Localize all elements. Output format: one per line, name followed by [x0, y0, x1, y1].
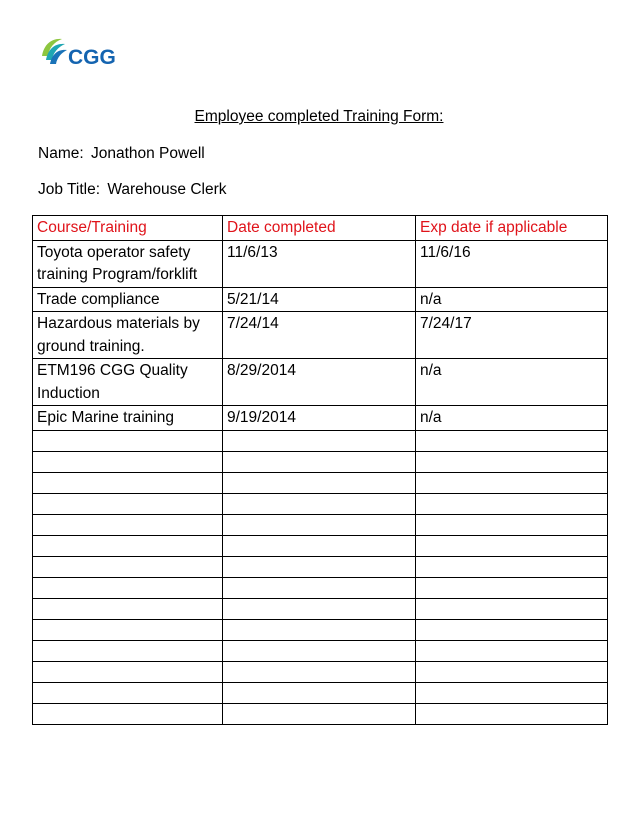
- job-title-value: Warehouse Clerk: [107, 181, 227, 198]
- empty-table-row: [33, 619, 608, 640]
- name-label: Name:: [38, 145, 84, 162]
- table-header-row: [33, 216, 608, 241]
- empty-cell: [223, 577, 416, 598]
- empty-cell: [223, 703, 416, 724]
- date-completed-cell: 8/29/2014: [223, 359, 416, 406]
- empty-cell: [223, 556, 416, 577]
- empty-cell: [416, 682, 608, 703]
- empty-cell: [223, 661, 416, 682]
- empty-table-row: [33, 514, 608, 535]
- empty-cell: [416, 472, 608, 493]
- empty-cell: [33, 598, 223, 619]
- course-cell: Trade compliance: [33, 287, 223, 312]
- training-table: [32, 215, 608, 725]
- exp-date-cell: 7/24/17: [416, 312, 608, 359]
- empty-cell: [33, 556, 223, 577]
- header-date-completed: Date completed: [223, 216, 416, 241]
- empty-cell: [33, 472, 223, 493]
- job-title-line: [38, 181, 227, 199]
- empty-table-row: [33, 661, 608, 682]
- empty-cell: [33, 703, 223, 724]
- job-title-label: Job Title:: [38, 181, 101, 198]
- empty-cell: [223, 619, 416, 640]
- course-cell: Toyota operator safety training Program/forklift: [33, 240, 223, 287]
- empty-cell: [416, 430, 608, 451]
- empty-cell: [33, 493, 223, 514]
- empty-cell: [416, 535, 608, 556]
- empty-cell: [223, 472, 416, 493]
- empty-cell: [33, 661, 223, 682]
- empty-cell: [33, 640, 223, 661]
- date-completed-cell: 5/21/14: [223, 287, 416, 312]
- empty-table-row: [33, 451, 608, 472]
- empty-cell: [223, 682, 416, 703]
- exp-date-cell: n/a: [416, 359, 608, 406]
- date-completed-cell: 7/24/14: [223, 312, 416, 359]
- empty-cell: [33, 577, 223, 598]
- empty-cell: [223, 598, 416, 619]
- empty-cell: [33, 682, 223, 703]
- logo-wordmark: CGG: [68, 46, 116, 69]
- table-row: [33, 287, 608, 312]
- course-cell: Epic Marine training: [33, 406, 223, 431]
- empty-table-row: [33, 577, 608, 598]
- empty-table-row: [33, 556, 608, 577]
- empty-cell: [416, 451, 608, 472]
- empty-cell: [33, 535, 223, 556]
- empty-table-row: [33, 598, 608, 619]
- date-completed-cell: 9/19/2014: [223, 406, 416, 431]
- header-exp-date: Exp date if applicable: [416, 216, 608, 241]
- form-title: Employee completed Training Form:: [194, 108, 444, 125]
- empty-cell: [33, 451, 223, 472]
- table-row: [33, 406, 608, 431]
- empty-table-row: [33, 640, 608, 661]
- table-row: [33, 240, 608, 287]
- empty-cell: [33, 430, 223, 451]
- course-cell: ETM196 CGG Quality Induction: [33, 359, 223, 406]
- empty-cell: [416, 619, 608, 640]
- empty-table-row: [33, 472, 608, 493]
- empty-cell: [223, 640, 416, 661]
- course-cell: Hazardous materials by ground training.: [33, 312, 223, 359]
- empty-cell: [416, 703, 608, 724]
- empty-cell: [223, 451, 416, 472]
- empty-cell: [33, 619, 223, 640]
- empty-table-row: [33, 493, 608, 514]
- empty-cell: [416, 556, 608, 577]
- header-course: Course/Training: [33, 216, 223, 241]
- empty-cell: [223, 535, 416, 556]
- employee-name-line: [38, 145, 205, 163]
- empty-table-row: [33, 535, 608, 556]
- cgg-logo: [38, 34, 126, 70]
- exp-date-cell: n/a: [416, 406, 608, 431]
- empty-cell: [416, 493, 608, 514]
- empty-cell: [416, 514, 608, 535]
- empty-cell: [223, 430, 416, 451]
- empty-table-row: [33, 430, 608, 451]
- empty-cell: [416, 640, 608, 661]
- empty-table-row: [33, 682, 608, 703]
- empty-cell: [223, 493, 416, 514]
- empty-cell: [33, 514, 223, 535]
- exp-date-cell: n/a: [416, 287, 608, 312]
- exp-date-cell: 11/6/16: [416, 240, 608, 287]
- empty-cell: [416, 577, 608, 598]
- cgg-logo-graphic: [38, 34, 126, 70]
- name-value: Jonathon Powell: [90, 145, 205, 162]
- date-completed-cell: 11/6/13: [223, 240, 416, 287]
- empty-cell: [416, 661, 608, 682]
- empty-table-row: [33, 703, 608, 724]
- table-row: [33, 359, 608, 406]
- table-row: [33, 312, 608, 359]
- empty-cell: [416, 598, 608, 619]
- empty-cell: [223, 514, 416, 535]
